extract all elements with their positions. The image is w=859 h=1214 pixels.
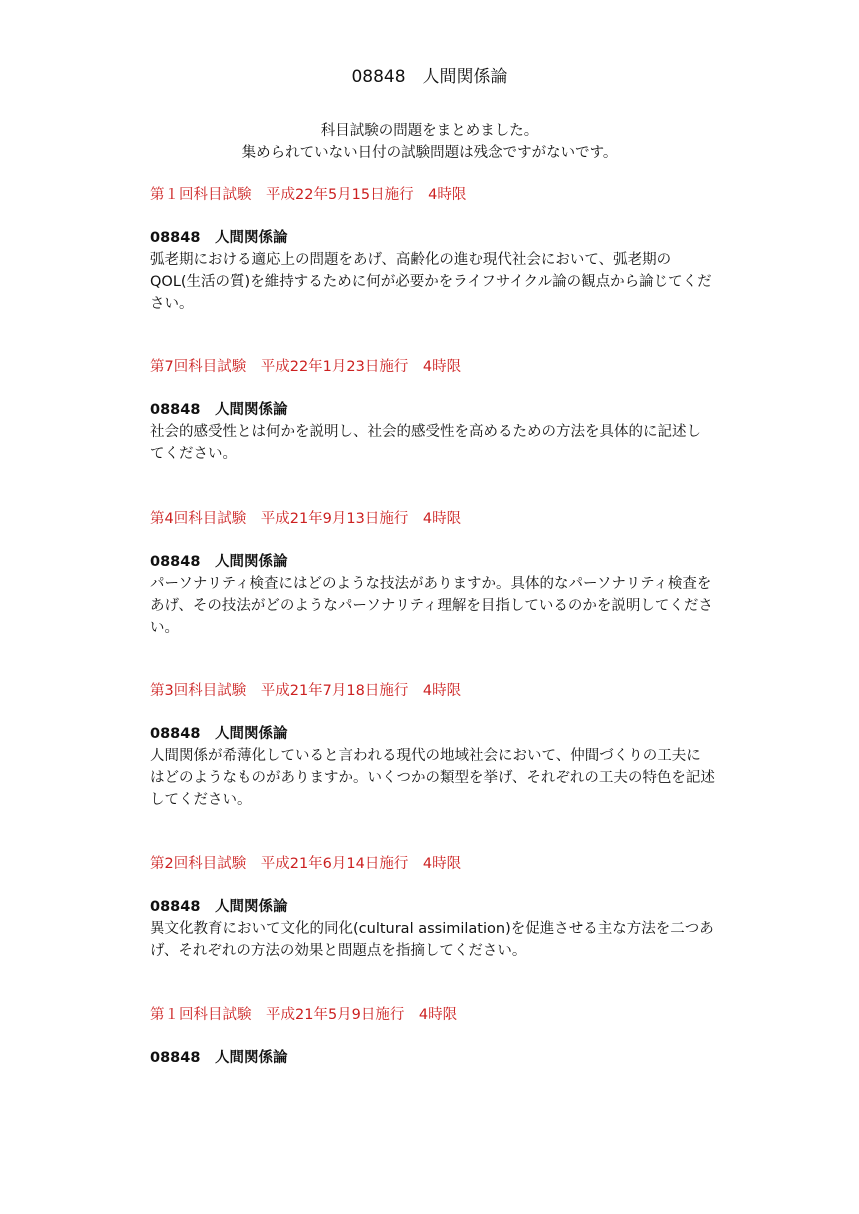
subject-title: 08848 人間関係論: [150, 554, 288, 570]
subject-title: 08848 人間関係論: [150, 230, 288, 246]
exam-section: [150, 508, 715, 639]
exam-section: [150, 1004, 715, 1069]
question-text: 弧老期における適応上の問題をあげ、高齢化の進む現代社会において、弧老期のQOL(生活の質)を維持するために何が必要かをライフサイクル論の観点から論じてください。: [150, 252, 712, 312]
question-text: パーソナリティ検査にはどのような技法がありますか。具体的なパーソナリティ検査をあげ、その技法がどのようなパーソナリティ理解を目指しているのかを説明してください。: [150, 576, 713, 636]
exam-heading: 第１回科目試験 平成22年5月15日施行 4時限: [150, 187, 467, 203]
question-text: 異文化教育において文化的同化(cultural assimilation)を促進させる主な方法を二つあげ、それぞれの方法の効果と問題点を指摘してください。: [150, 921, 714, 959]
exam-section: [150, 356, 715, 465]
exam-heading: 第１回科目試験 平成21年5月9日施行 4時限: [150, 1007, 458, 1023]
exam-section: [150, 680, 715, 811]
intro-line: 科目試験の問題をまとめました。: [320, 123, 539, 139]
intro-line: 集められていない日付の試験問題は残念ですがないです。: [241, 145, 618, 161]
subject-title: 08848 人間関係論: [150, 726, 288, 742]
exam-heading: 第3回科目試験 平成21年7月18日施行 4時限: [150, 683, 462, 699]
subject-title: 08848 人間関係論: [150, 1050, 288, 1066]
page-title: 08848 人間関係論: [351, 67, 508, 87]
exam-heading: 第4回科目試験 平成21年9月13日施行 4時限: [150, 511, 462, 527]
exam-section: [150, 184, 715, 315]
question-text: 人間関係が希薄化していると言われる現代の地域社会において、仲間づくりの工夫にはどのようなものがありますか。いくつかの類型を挙げ、それぞれの工夫の特色を記述してください。: [150, 748, 715, 808]
subject-title: 08848 人間関係論: [150, 899, 288, 915]
intro: [0, 120, 859, 164]
exam-heading: 第7回科目試験 平成22年1月23日施行 4時限: [150, 359, 462, 375]
exam-heading: 第2回科目試験 平成21年6月14日施行 4時限: [150, 856, 462, 872]
subject-title: 08848 人間関係論: [150, 402, 288, 418]
exam-section: [150, 853, 715, 962]
question-text: 社会的感受性とは何かを説明し、社会的感受性を高めるための方法を具体的に記述してください。: [150, 424, 701, 462]
